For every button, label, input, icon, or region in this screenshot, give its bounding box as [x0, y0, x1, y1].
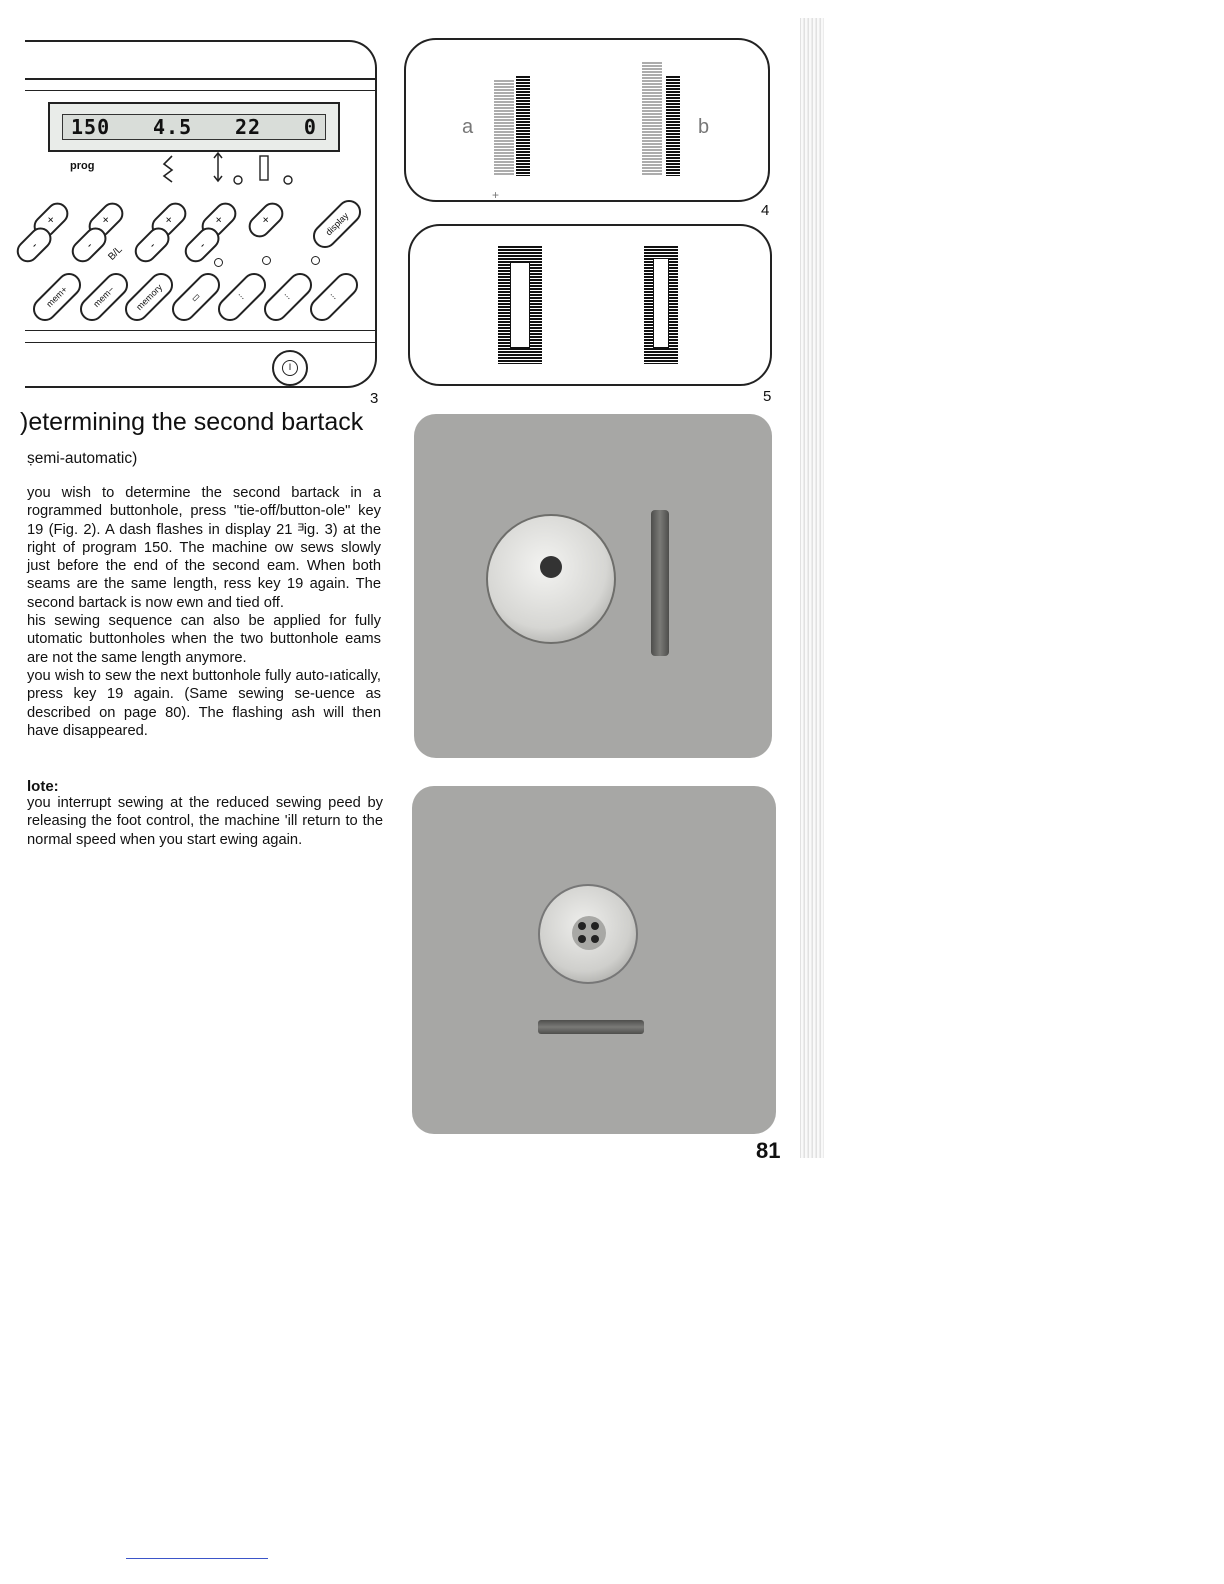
display-length: 22	[234, 115, 262, 139]
key-minus-3[interactable]: -	[130, 223, 174, 267]
buttonhole-icon	[260, 156, 268, 180]
note-text: you interrupt sewing at the reduced sewing peed by releasing the foot control, the machine 'ill return to the normal speed when you start ewing again.	[27, 795, 383, 848]
key-plus-2[interactable]: +	[84, 198, 128, 242]
needle-mark-icon: +	[492, 188, 500, 202]
paragraph-2: his sewing sequence can also be applied for fully utomatic buttonholes when the two buttonhole eams are not the same length anymore.	[27, 613, 381, 666]
buttonhole-left	[498, 246, 542, 364]
horizontal-buttonhole	[538, 1020, 644, 1034]
key-tie-off-buttonhole[interactable]: ▭	[167, 268, 225, 326]
paragraph-1: you wish to determine the second bartack in a rogrammed buttonhole, press "tie-off/button-ole" key 19 (Fig. 2). A dash flashes in display 21 ᴲig. 3) at the right of program 150. The machine ow sews slowly just before the end of the second eam. When both seams are the same length, ress key 19 again. The second bartack is now ewn and tied off.	[27, 485, 381, 611]
function-symbols	[160, 152, 310, 188]
panel-top-rail	[25, 78, 375, 80]
buttonhole-b-seam	[666, 76, 680, 176]
figure-5-number: 5	[763, 388, 772, 405]
buttonhole-a-seam	[516, 76, 530, 176]
page-number: 81	[756, 1138, 781, 1163]
zigzag-icon	[164, 156, 172, 182]
shank-button	[486, 514, 616, 644]
vertical-buttonhole	[651, 510, 669, 656]
key-memory[interactable]: memory	[120, 268, 178, 326]
label-a: a	[462, 116, 474, 138]
buttonhole-b-faded-seam	[642, 62, 662, 176]
key-stitch-right[interactable]: ⫶	[259, 268, 317, 326]
photo-vertical-buttonhole	[414, 414, 772, 758]
body-text	[27, 484, 381, 740]
power-button[interactable]	[272, 350, 308, 386]
indicator-led-1	[214, 258, 223, 267]
key-minus-2[interactable]: -	[67, 223, 111, 267]
power-icon: I	[282, 360, 298, 376]
note-heading: lote:	[27, 778, 59, 795]
key-display[interactable]: display	[308, 195, 366, 253]
four-hole-button	[538, 884, 638, 984]
lcd-display	[48, 102, 340, 152]
key-stitch-left[interactable]: ⫶	[213, 268, 271, 326]
panel-bottom-rail-2	[25, 342, 377, 343]
prog-label: prog	[70, 160, 95, 172]
scan-edge-strip	[800, 18, 824, 1158]
photo-horizontal-buttonhole	[412, 786, 776, 1134]
paragraph-3: you wish to sew the next buttonhole fully auto-ıatically, press key 19 again. (Same sewing se-uence as described on page 80). The flashing ash will then have disappeared.	[27, 667, 381, 739]
display-program: 150	[71, 115, 111, 139]
indicator-led-3	[311, 256, 320, 265]
panel-top-rail-2	[25, 90, 375, 91]
figure-3-number: 3	[370, 390, 379, 407]
key-plus-5[interactable]: +	[244, 198, 288, 242]
key-minus-1[interactable]: -	[12, 223, 56, 267]
section-subtitle: ṣemi-automatic)	[27, 450, 138, 467]
key-plus-3[interactable]: +	[147, 198, 191, 242]
panel-outline	[25, 40, 377, 388]
bl-label: B/L	[106, 244, 125, 263]
figure-4-box	[404, 38, 770, 202]
buttonhole-right	[644, 246, 678, 364]
figure-4-number: 4	[761, 202, 770, 219]
key-stitch-reverse[interactable]: ⫶	[305, 268, 363, 326]
key-mem-minus[interactable]: mem−	[75, 268, 133, 326]
section-title: )etermining the second bartack	[20, 408, 364, 436]
footnote-line	[126, 1558, 268, 1559]
panel-bottom-rail	[25, 330, 377, 331]
display-width: 4.5	[152, 115, 193, 139]
key-mem-plus[interactable]: mem+	[28, 268, 86, 326]
buttonhole-a-faded-seam	[494, 80, 514, 176]
key-plus-4[interactable]: +	[197, 198, 241, 242]
indicator-led-2	[262, 256, 271, 265]
key-plus-1[interactable]: +	[29, 198, 73, 242]
label-b: b	[698, 116, 710, 138]
figure-5-box	[408, 224, 772, 386]
key-minus-4[interactable]: -	[180, 223, 224, 267]
display-memory: 0	[303, 115, 317, 139]
